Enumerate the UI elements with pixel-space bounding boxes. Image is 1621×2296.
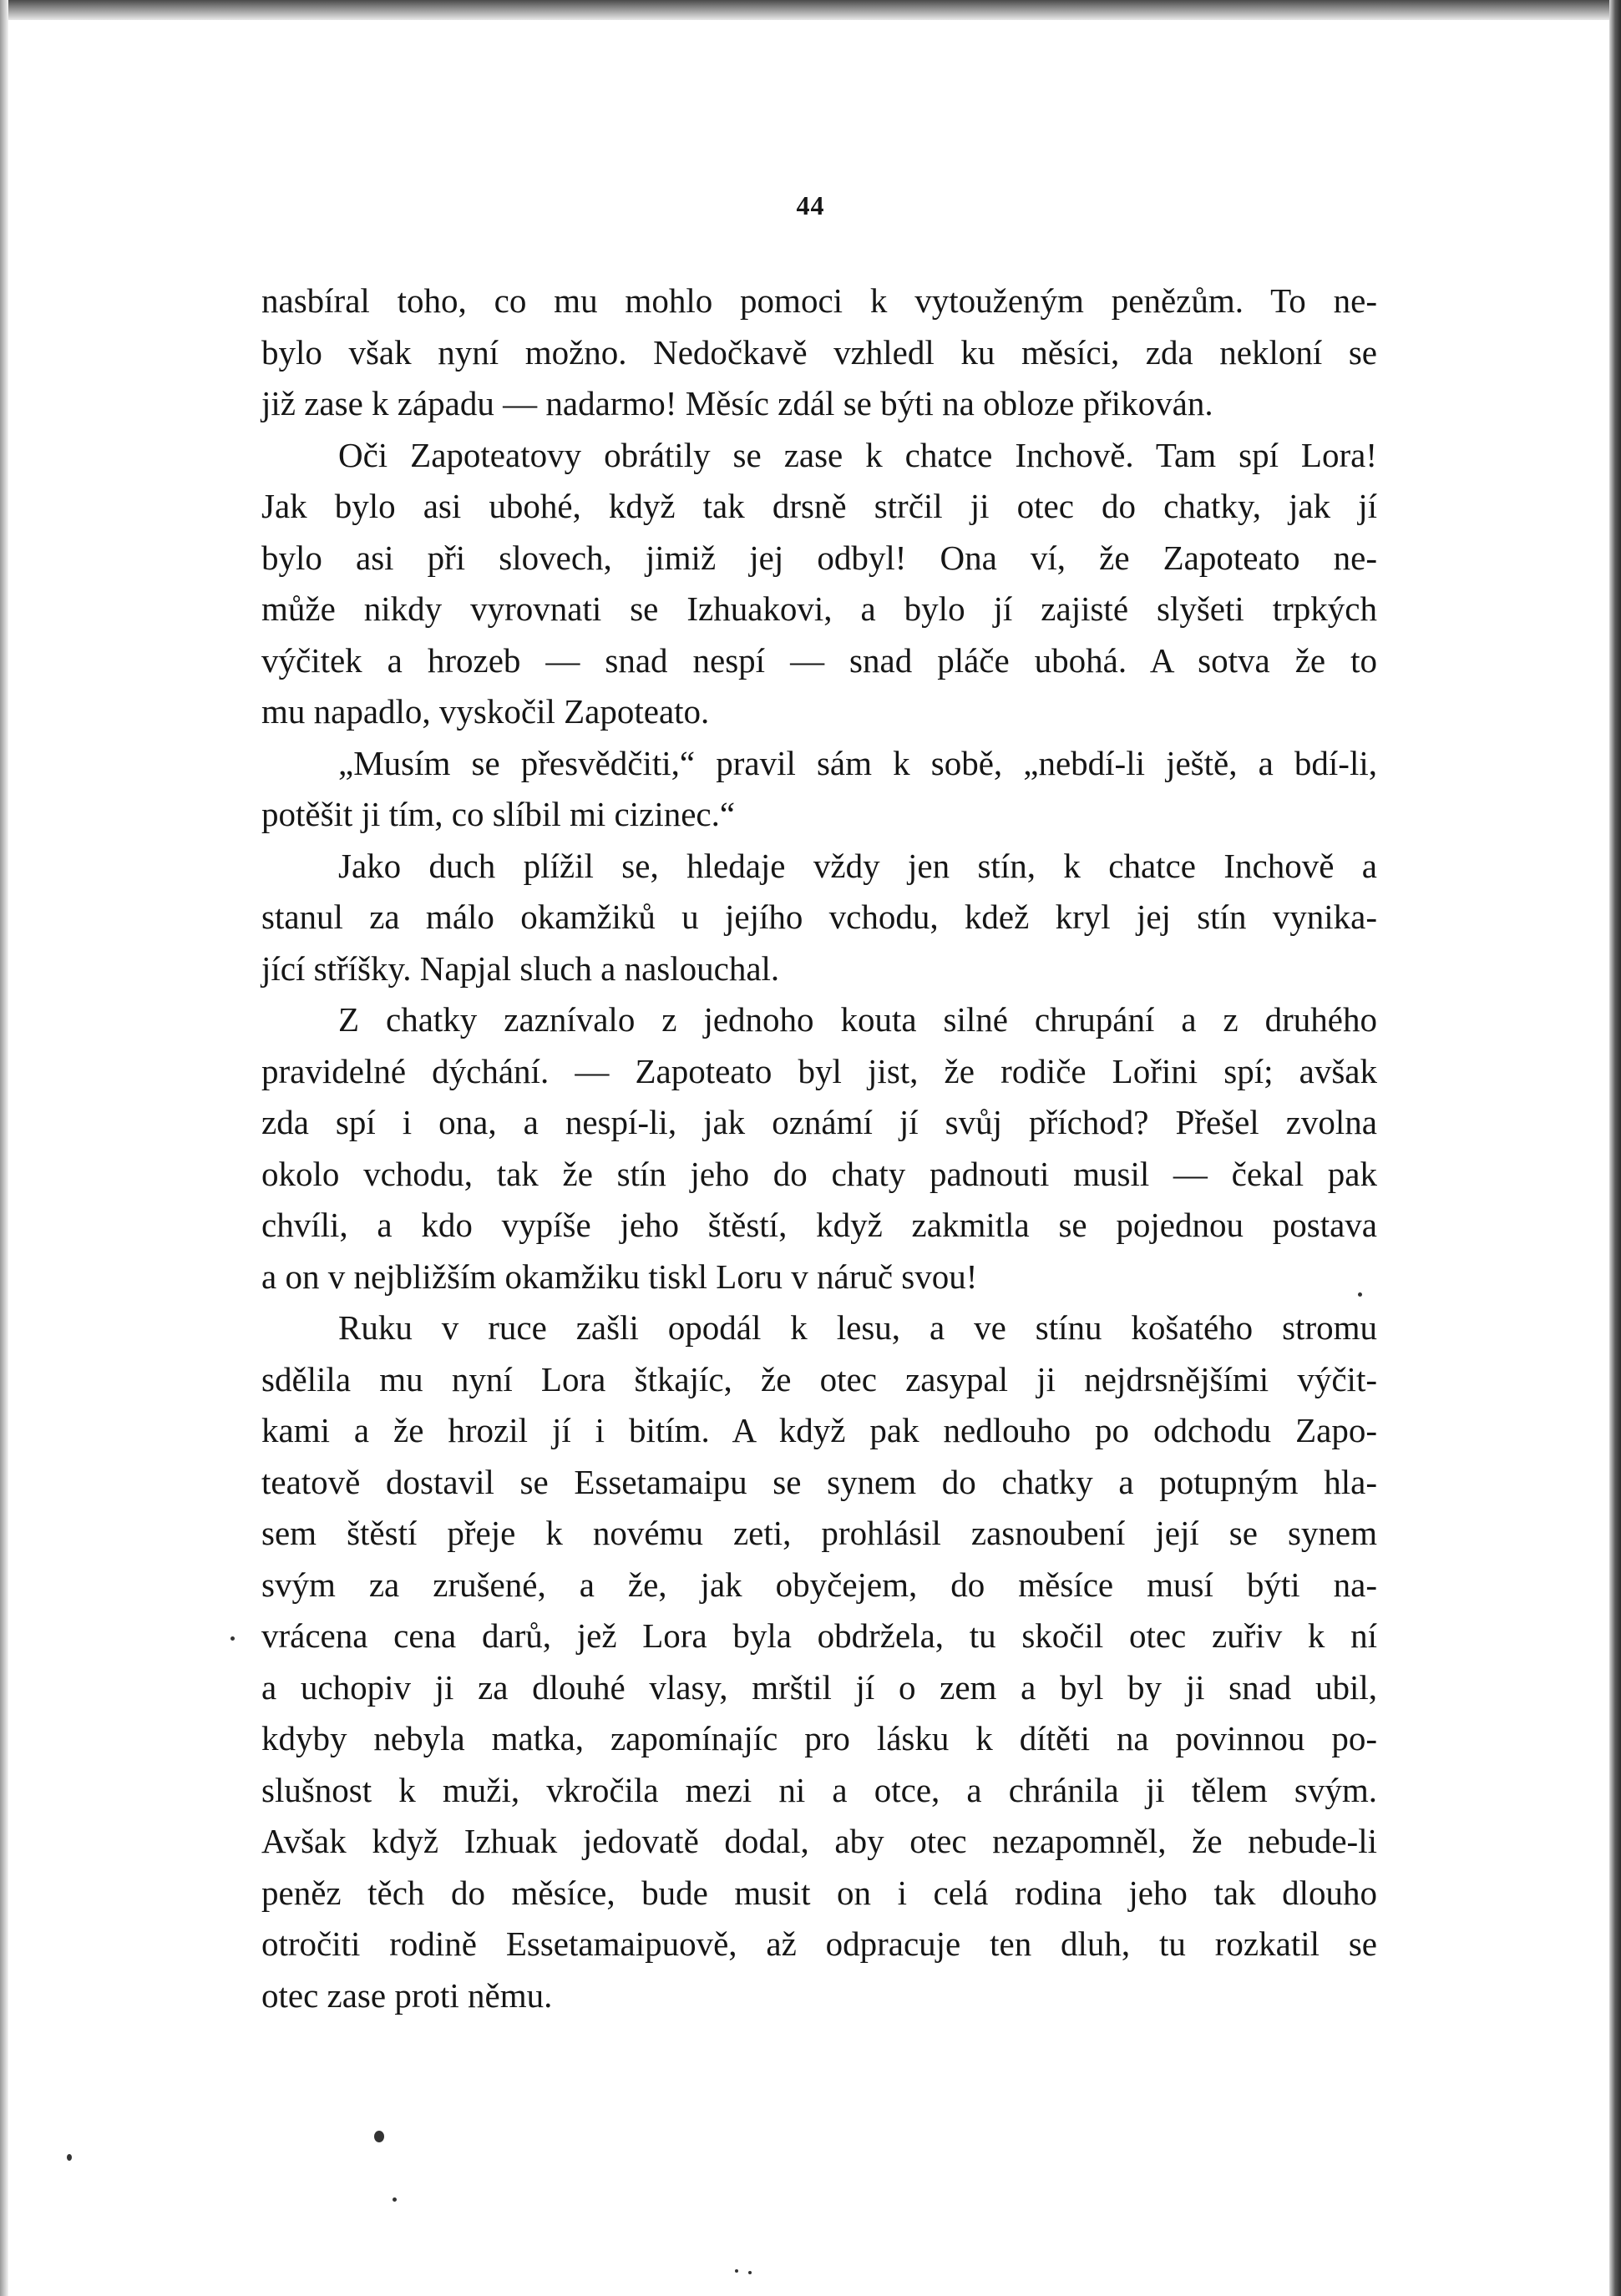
text-line: Jak bylo asi ubohé, když tak drsně strčil ji otec do chatky, jak jí — [261, 487, 1377, 525]
text-line: Z chatky zaznívalo z jednoho kouta silné chrupání a z druhého — [338, 1000, 1377, 1039]
page-number: 44 — [796, 190, 825, 220]
scan-speck — [748, 2271, 752, 2274]
text-line: Avšak když Izhuak jedovatě dodal, aby otec nezapomněl, že nebude-li — [261, 1822, 1377, 1860]
text-line: pravidelné dýchání. — Zapoteato byl jist, že rodiče Lořini spí; avšak — [261, 1051, 1377, 1090]
paragraph — [261, 841, 1377, 995]
paragraph — [261, 1302, 1377, 2021]
text-line: vrácena cena darů, jež Lora byla obdržela, tu skočil otec zuřiv k ní — [261, 1616, 1377, 1655]
text-line: slušnost k muži, vkročila mezi ni a otce, a chránila ji tělem svým. — [261, 1770, 1377, 1809]
text-line: mu napadlo, vyskočil Zapoteato. — [261, 692, 710, 731]
text-line: teatově dostavil se Essetamaipu se synem do chatky a potupným hla- — [261, 1462, 1377, 1501]
paragraph — [261, 430, 1377, 738]
body-text — [261, 276, 1377, 2021]
text-line: sem štěstí přeje k novému zeti, prohlásil zasnoubení její se synem — [261, 1514, 1377, 1552]
text-line: a on v nejbližším okamžiku tiskl Loru v náruč svou! — [261, 1257, 978, 1296]
scan-speck — [735, 2269, 738, 2273]
text-line: otec zase proti němu. — [261, 1975, 553, 2015]
text-line: otročiti rodině Essetamaipuově, až odpracuje ten dluh, tu rozkatil se — [261, 1924, 1377, 1963]
text-line: potěšit ji tím, co slíbil mi cizinec.“ — [261, 795, 736, 833]
paragraph — [261, 738, 1377, 841]
text-line: Oči Zapoteatovy obrátily se zase k chatce Inchově. Tam spí Lora! — [338, 435, 1377, 474]
scan-speck — [230, 1636, 235, 1641]
text-line: jící stříšky. Napjal sluch a naslouchal. — [261, 948, 780, 988]
scan-speck — [393, 2197, 397, 2202]
text-line: svým za zrušené, a že, jak obyčejem, do měsíce musí býti na- — [261, 1565, 1377, 1604]
paragraph — [261, 276, 1377, 430]
scan-right-edge — [1609, 0, 1621, 2296]
text-line: kdyby nebyla matka, zapomínajíc pro lásku k dítěti na povinnou po- — [261, 1719, 1377, 1757]
text-line: kami a že hrozil jí i bitím. A když pak nedlouho po odchodu Zapo- — [261, 1411, 1377, 1449]
text-line: zda spí i ona, a nespí-li, jak oznámí jí svůj příchod? Přešel zvolna — [261, 1103, 1377, 1141]
text-line: okolo vchodu, tak že stín jeho do chaty padnouti musil — čekal pak — [261, 1154, 1377, 1193]
text-line: bylo však nyní možno. Nedočkavě vzhledl ku měsíci, zda nekloní se — [261, 332, 1377, 372]
text-line: Ruku v ruce zašli opodál k lesu, a ve stínu košatého stromu — [338, 1308, 1377, 1347]
text-line: již zase k západu — nadarmo! Měsíc zdál se býti na obloze přikován. — [261, 384, 1213, 422]
text-line: peněz těch do měsíce, bude musit on i celá rodina jeho tak dlouho — [261, 1873, 1377, 1912]
text-line: stanul za málo okamžiků u jejího vchodu, kdež kryl jej stín vynika- — [261, 898, 1377, 936]
text-line: nasbíral toho, co mu mohlo pomoci k vytouženým penězům. To ne- — [261, 281, 1377, 320]
text-line: může nikdy vyrovnati se Izhuakovi, a bylo jí zajisté slyšeti trpkých — [261, 589, 1377, 628]
text-line: a uchopiv ji za dlouhé vlasy, mrštil jí o zem a byl by ji snad ubil, — [261, 1667, 1377, 1707]
paragraph — [261, 994, 1377, 1302]
scan-top-edge — [0, 0, 1621, 20]
scan-left-edge — [0, 0, 8, 2296]
text-line: Jako duch plížil se, hledaje vždy jen stín, k chatce Inchově a — [338, 846, 1377, 885]
scan-speck — [67, 2154, 72, 2161]
text-line: sdělila mu nyní Lora štkajíc, že otec zasypal ji nejdrsnějšími výčit- — [261, 1359, 1377, 1398]
text-line: chvíli, a kdo vypíše jeho štěstí, když zakmitla se pojednou postava — [261, 1206, 1377, 1244]
scan-speck — [374, 2131, 384, 2142]
text-line: „Musím se přesvědčiti,“ pravil sám k sobě, „nebdí-li ještě, a bdí-li, — [338, 743, 1377, 782]
text-line: výčitek a hrozeb — snad nespí — snad pláče ubohá. A sotva že to — [261, 640, 1377, 680]
text-line: bylo asi při slovech, jimiž jej odbyl! Ona ví, že Zapoteato ne- — [261, 538, 1377, 577]
